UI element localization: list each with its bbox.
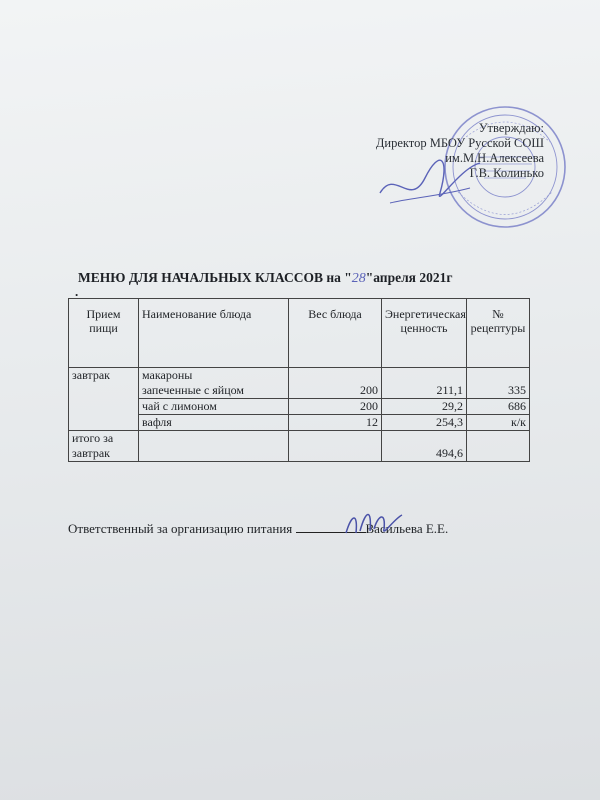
total-label-cell <box>69 431 139 462</box>
header-energy: Энергетическая ценность <box>382 299 467 368</box>
weight-cell: 200 <box>289 368 382 399</box>
title-day: 28 <box>351 271 366 286</box>
approval-line3: им.М.Н.Алексеева <box>445 151 544 165</box>
table-row <box>69 399 530 415</box>
title-suffix: "апреля 2021г <box>365 270 453 285</box>
recipe-cell: к/к <box>467 415 530 431</box>
total-energy-cell: 494,6 <box>382 431 467 462</box>
title-prefix: МЕНЮ ДЛЯ НАЧАЛЬНЫХ КЛАССОВ на " <box>78 270 352 285</box>
weight-cell: 12 <box>289 415 382 431</box>
title-dot: . <box>75 284 79 299</box>
total-empty-cell <box>289 431 382 462</box>
total-label-line1: итого за <box>72 431 114 445</box>
energy-cell: 211,1 <box>382 368 467 399</box>
recipe-cell: 335 <box>467 368 530 399</box>
approval-line2: Директор МБОУ Русской СОШ <box>375 136 544 150</box>
table-total-row <box>69 431 530 462</box>
approval-line1: Утверждаю: <box>478 121 544 135</box>
header-meal: Прием пищи <box>69 299 139 368</box>
responsible-label: Ответственный за организацию питания <box>68 521 293 536</box>
energy-cell: 29,2 <box>382 399 467 415</box>
menu-title <box>78 270 452 287</box>
responsible-name: Васильева Е.Е. <box>365 521 449 536</box>
header-weight: Вес блюда <box>289 299 382 368</box>
dish-cell: вафля <box>139 415 289 431</box>
header-dish: Наименование блюда <box>139 299 289 368</box>
total-empty-cell <box>139 431 289 462</box>
table-row <box>69 368 530 399</box>
approval-line4: Г.В. Колинько <box>469 166 544 180</box>
header-recipe: № рецептуры <box>467 299 530 368</box>
director-signature <box>370 148 490 218</box>
dish-line1: макароны <box>142 368 193 382</box>
dish-cell <box>139 368 289 399</box>
dish-line2: запеченные с яйцом <box>142 383 245 397</box>
weight-cell: 200 <box>289 399 382 415</box>
recipe-cell: 686 <box>467 399 530 415</box>
total-label-line2: завтрак <box>72 446 110 460</box>
menu-table <box>68 298 530 462</box>
total-empty-cell <box>467 431 530 462</box>
dish-cell: чай с лимоном <box>139 399 289 415</box>
meal-cell: завтрак <box>69 368 139 431</box>
energy-cell: 254,3 <box>382 415 467 431</box>
table-row <box>69 415 530 431</box>
table-header-row <box>69 299 530 368</box>
responsible-signature <box>338 505 408 541</box>
